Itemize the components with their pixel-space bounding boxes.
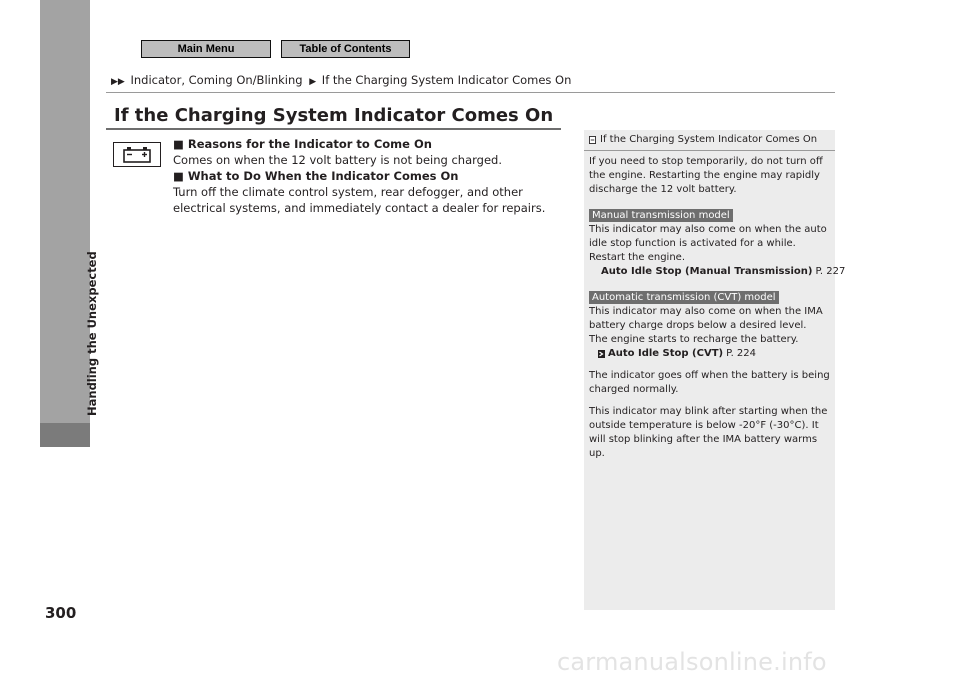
sidebar-note xyxy=(584,130,846,610)
model-label-manual: Manual transmission model xyxy=(589,209,733,222)
battery-indicator-icon xyxy=(113,142,161,167)
section-text-what-to-do: Turn off the climate control system, rear defogger, and other electrical systems, and immediately contact a dealer for repairs. xyxy=(173,185,546,215)
sidebar-paragraph: If you need to stop temporarily, do not turn off the engine. Restarting the engine may rapidly discharge the 12 volt battery. xyxy=(589,156,823,195)
section-heading-reasons: ■ Reasons for the Indicator to Come On xyxy=(173,137,432,151)
sidebar-paragraph: This indicator may also come on when the auto idle stop function is activated for a while. Restart the engine. xyxy=(589,224,827,263)
sidebar-paragraph: This indicator may blink after starting when the outside temperature is below -20°F (-30°C). It will stop blinking after the IMA battery warms up. xyxy=(589,406,828,459)
reference-arrow-icon xyxy=(598,350,605,358)
table-of-contents-button[interactable]: Table of Contents xyxy=(281,40,410,58)
page-number: 300 xyxy=(45,604,77,622)
section-text-reasons: Comes on when the 12 volt battery is not being charged. xyxy=(173,153,502,167)
reference-link-auto-idle-stop-manual[interactable]: Auto Idle Stop (Manual Transmission) P. 227 xyxy=(589,265,830,279)
breadcrumb xyxy=(111,73,571,87)
breadcrumb-item-indicator[interactable]: Indicator, Coming On/Blinking xyxy=(130,73,303,87)
watermark: carmanualsonline.info xyxy=(557,648,827,676)
note-icon xyxy=(589,136,596,144)
sidebar-paragraph: This indicator may also come on when the IMA battery charge drops below a desired level. xyxy=(589,306,823,331)
sidebar-paragraph: The indicator goes off when the battery is being charged normally. xyxy=(589,370,830,395)
main-menu-button[interactable]: Main Menu xyxy=(141,40,271,58)
side-tab-label: Handling the Unexpected xyxy=(85,251,99,416)
model-label-cvt: Automatic transmission (CVT) model xyxy=(589,291,779,304)
sidebar-paragraph: The engine starts to recharge the battery. xyxy=(589,334,799,345)
title-divider xyxy=(106,128,561,130)
side-tab-background xyxy=(40,0,90,447)
page-title: If the Charging System Indicator Comes On xyxy=(114,105,554,126)
reference-link-auto-idle-stop-cvt[interactable]: Auto Idle Stop (CVT) P. 224 xyxy=(589,347,830,361)
breadcrumb-arrow-icon: ▶ xyxy=(309,77,317,87)
breadcrumb-arrow-icon: ▶▶ xyxy=(111,77,125,87)
side-tab-marker xyxy=(40,423,90,447)
sidebar-divider xyxy=(584,150,835,151)
header-divider xyxy=(106,92,835,93)
main-content xyxy=(173,136,568,216)
sidebar-title: If the Charging System Indicator Comes On xyxy=(589,133,830,147)
section-heading-what-to-do: ■ What to Do When the Indicator Comes On xyxy=(173,169,459,183)
breadcrumb-item-current: If the Charging System Indicator Comes On xyxy=(321,73,572,87)
